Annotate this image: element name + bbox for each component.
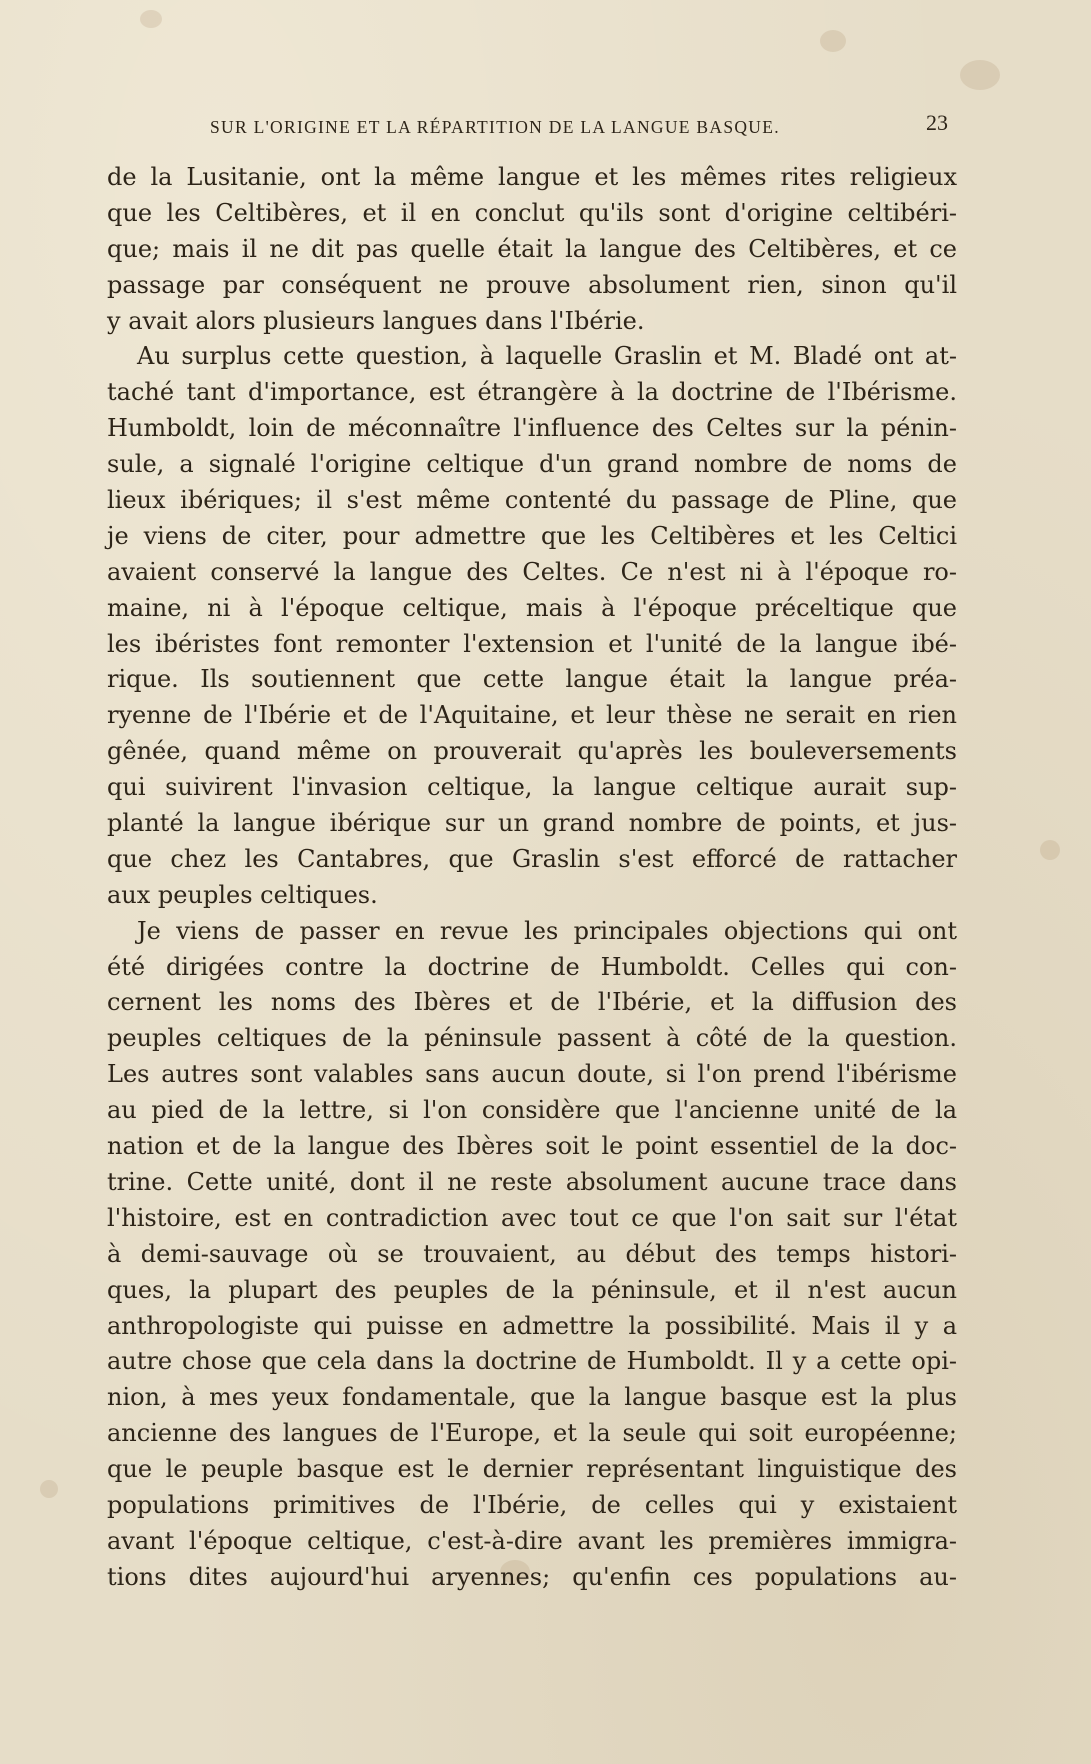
text-line: nation et de la langue des Ibères soit le point essentiel de la doc- — [107, 1132, 957, 1161]
text-line: peuples celtiques de la péninsule passent à côté de la question. — [107, 1024, 957, 1053]
running-head: SUR L'ORIGINE ET LA RÉPARTITION DE LA LANGUE BASQUE. — [210, 117, 780, 137]
text-line: que les Celtibères, et il en conclut qu'ils sont d'origine celtibéri- — [107, 198, 957, 227]
text-line: anthropologiste qui puisse en admettre la possibilité. Mais il y a — [107, 1311, 957, 1340]
text-line: qui suivirent l'invasion celtique, la langue celtique aurait sup- — [107, 773, 957, 802]
text-line: populations primitives de l'Ibérie, de celles qui y existaient — [107, 1490, 957, 1519]
text-line: aux peuples celtiques. — [107, 880, 378, 909]
text-line: je viens de citer, pour admettre que les Celtibères et les Celtici — [107, 521, 957, 550]
text-line: lieux ibériques; il s'est même contenté du passage de Pline, que — [107, 486, 957, 515]
text-line: autre chose que cela dans la doctrine de Humboldt. Il y a cette opi- — [107, 1347, 957, 1376]
text-line: que; mais il ne dit pas quelle était la langue des Celtibères, et ce — [107, 234, 957, 263]
text-line: à demi-sauvage où se trouvaient, au début des temps histori- — [107, 1239, 957, 1268]
text-line: les ibéristes font remonter l'extension et l'unité de la langue ibé- — [107, 629, 957, 658]
text-line: au pied de la lettre, si l'on considère que l'ancienne unité de la — [107, 1096, 957, 1125]
text-line: que le peuple basque est le dernier représentant linguistique des — [107, 1455, 957, 1484]
text-line: passage par conséquent ne prouve absolument rien, sinon qu'il — [107, 270, 957, 299]
text-line: l'histoire, est en contradiction avec tout ce que l'on sait sur l'état — [107, 1203, 957, 1232]
text-line: que chez les Cantabres, que Graslin s'est efforcé de rattacher — [107, 844, 957, 873]
text-line: Au surplus cette question, à laquelle Graslin et M. Bladé ont at- — [137, 342, 957, 371]
page-number: 23 — [926, 110, 948, 135]
text-line: gênée, quand même on prouverait qu'après les bouleversements — [107, 737, 957, 766]
foxing-stain — [1040, 840, 1060, 860]
text-line: cernent les noms des Ibères et de l'Ibérie, et la diffusion des — [107, 988, 957, 1017]
body-text — [107, 160, 957, 1596]
text-line: Les autres sont valables sans aucun doute, si l'on prend l'ibérisme — [107, 1060, 957, 1089]
text-line: maine, ni à l'époque celtique, mais à l'époque préceltique que — [107, 593, 957, 622]
text-line: Humboldt, loin de méconnaître l'influence des Celtes sur la pénin- — [107, 414, 957, 443]
text-line: ancienne des langues de l'Europe, et la seule qui soit européenne; — [107, 1419, 957, 1448]
text-line: ryenne de l'Ibérie et de l'Aquitaine, et leur thèse ne serait en rien — [107, 701, 957, 730]
text-line: rique. Ils soutiennent que cette langue était la langue préa- — [107, 665, 957, 694]
foxing-stain — [960, 60, 1000, 90]
text-line: de la Lusitanie, ont la même langue et les mêmes rites religieux — [107, 163, 957, 191]
foxing-stain — [820, 30, 846, 52]
foxing-stain — [40, 1480, 58, 1498]
foxing-stain — [140, 10, 162, 28]
text-line: Je viens de passer en revue les principales objections qui ont — [137, 916, 957, 945]
text-line: avaient conservé la langue des Celtes. Ce n'est ni à l'époque ro- — [107, 557, 957, 586]
text-line: ques, la plupart des peuples de la péninsule, et il n'est aucun — [107, 1275, 957, 1304]
text-line: nion, à mes yeux fondamentale, que la langue basque est la plus — [107, 1383, 957, 1412]
text-line: y avait alors plusieurs langues dans l'Ibérie. — [107, 306, 645, 335]
text-line: tions dites aujourd'hui aryennes; qu'enfin ces populations au- — [107, 1562, 957, 1591]
text-line: sule, a signalé l'origine celtique d'un grand nombre de noms de — [107, 450, 957, 479]
text-line: planté la langue ibérique sur un grand nombre de points, et jus- — [107, 809, 957, 838]
text-line: avant l'époque celtique, c'est-à-dire avant les premières immigra- — [107, 1526, 957, 1555]
text-line: taché tant d'importance, est étrangère à la doctrine de l'Ibérisme. — [107, 378, 957, 407]
text-line: été dirigées contre la doctrine de Humboldt. Celles qui con- — [107, 952, 957, 981]
text-line: trine. Cette unité, dont il ne reste absolument aucune trace dans — [107, 1167, 957, 1196]
